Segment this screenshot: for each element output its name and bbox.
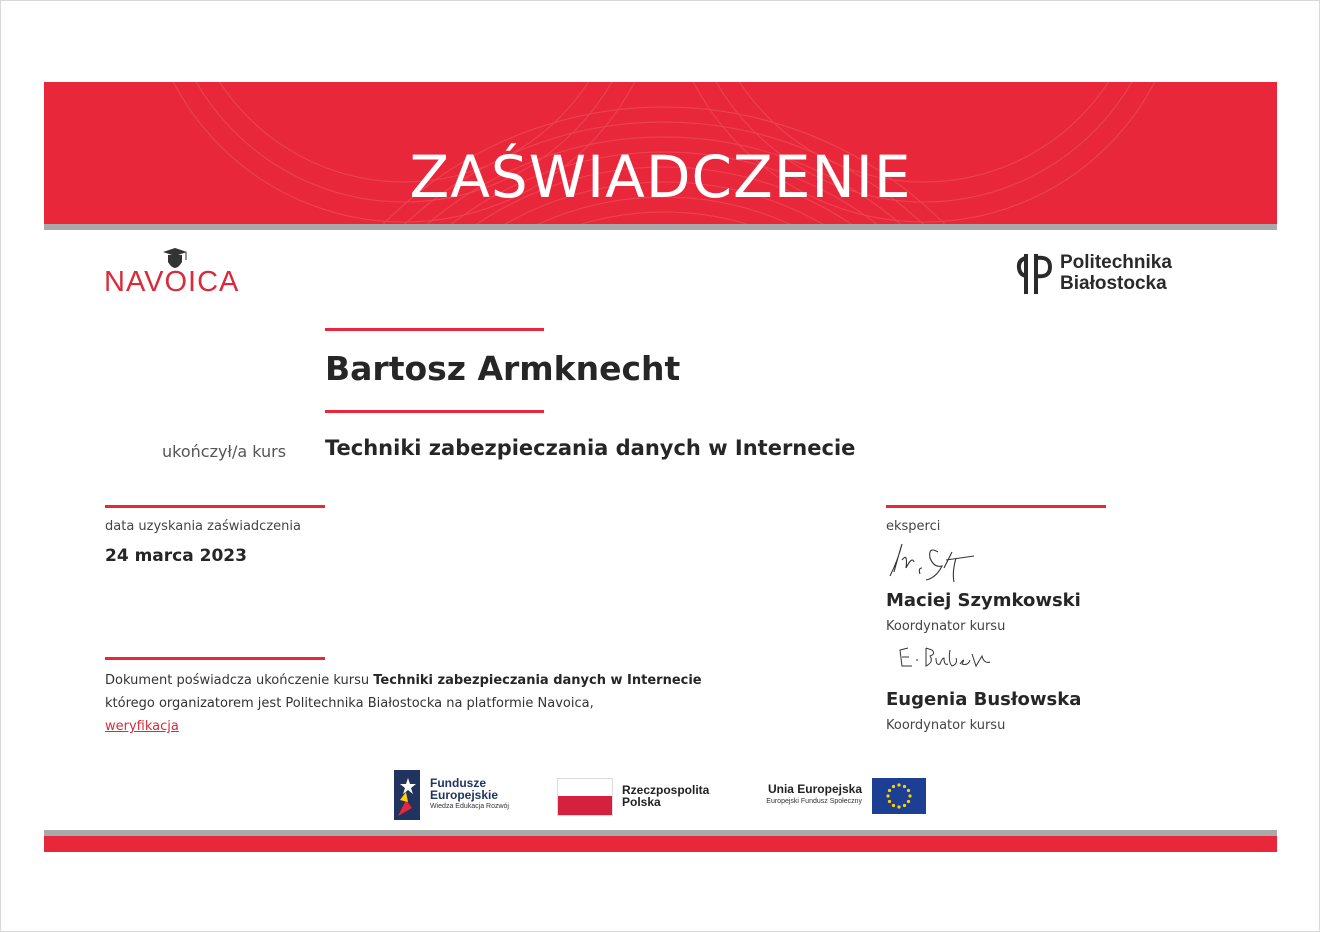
signature-image-szymkowski [886, 538, 981, 586]
verification-link[interactable]: weryfikacja [105, 719, 179, 734]
completed-label: ukończył/a kurs [162, 442, 287, 461]
date-value: 24 marca 2023 [105, 546, 247, 566]
document-course-name: Techniki zabezpieczania danych w Internecie [373, 673, 702, 688]
eu-flag-icon [872, 778, 926, 814]
course-title: Techniki zabezpieczania danych w Internecie [325, 436, 856, 460]
poland-flag [557, 778, 613, 816]
european-funds-icon [394, 770, 422, 820]
university-name [1060, 252, 1172, 294]
date-rule [105, 505, 325, 508]
eu-text [748, 783, 862, 805]
header-divider [44, 224, 1277, 230]
rp-line1: Rzeczpospolita [622, 783, 710, 797]
name-top-rule [325, 328, 544, 331]
document-text-before: Dokument poświadcza ukończenie kursu [105, 673, 374, 688]
university-name-line2: Białostocka [1060, 273, 1167, 294]
recipient-name: Bartosz Armknecht [325, 349, 681, 388]
navoica-logo [104, 248, 268, 298]
document-text-after: którego organizatorem jest Politechnika Białostocka na platformie Navoica, [105, 696, 594, 711]
date-label: data uzyskania zaświadczenia [105, 519, 301, 534]
name-bottom-rule [325, 410, 544, 413]
header-banner [44, 82, 1277, 224]
certificate-title: ZAŚWIADCZENIE [409, 143, 912, 211]
experts-rule [886, 505, 1106, 508]
expert-role: Koordynator kursu [886, 619, 1006, 634]
expert-role: Koordynator kursu [886, 718, 1006, 733]
university-logo [1016, 250, 1196, 298]
fe-subtitle: Wiedza Edukacja Rozwój [430, 803, 509, 810]
funding-logos [394, 770, 934, 820]
fe-title-line1: Fundusze [430, 776, 486, 790]
fe-title-line2: Europejskie [430, 788, 499, 802]
university-emblem-icon [1016, 250, 1056, 296]
rp-line2: Polska [622, 795, 661, 809]
poland-text [622, 784, 709, 808]
expert-name: Maciej Szymkowski [886, 590, 1081, 611]
signature-image-buslowska [896, 644, 996, 672]
expert-name: Eugenia Busłowska [886, 689, 1082, 710]
experts-label: eksperci [886, 519, 941, 534]
university-name-line1: Politechnika [1060, 252, 1172, 273]
navoica-wordmark: NAVOICA [104, 266, 240, 298]
european-funds-text [430, 777, 509, 810]
eu-subtitle: Europejski Fundusz Społeczny [766, 798, 862, 805]
document-rule [105, 657, 325, 660]
document-statement [105, 669, 745, 738]
eu-title: Unia Europejska [767, 782, 862, 796]
footer-banner [44, 836, 1277, 852]
